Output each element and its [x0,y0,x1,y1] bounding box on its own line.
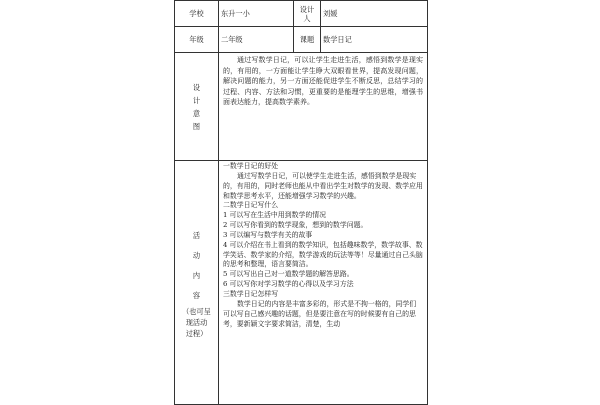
designer-label-line-1: 设计 [299,4,315,14]
how-to-write-paragraph: 数学日记的内容是丰富多彩的，形式是不拘一格的，同学们可以写自己感兴趣的话题，但是要注意在写的时候要有自己的思考，要新颖文字要求简洁，清楚，生动 [223,299,417,328]
activity-label-char-3: 内 [192,271,201,280]
grade-value: 二年级 [219,27,294,53]
grade-label: 年级 [175,27,219,53]
design-label-char-3: 意 [192,108,201,118]
school-value: 东升一小 [219,1,294,27]
activity-label-char-2: 动 [192,251,201,260]
activity-content-row [175,161,428,405]
design-intent-row [175,53,428,161]
activity-content-label [175,161,219,405]
section-heading-what-to-write: 二数学日记写什么 [223,201,279,210]
section-heading-benefits: 一数学日记的好处 [223,162,279,170]
benefits-paragraph: 通过写数学日记，可以使学生走进生活，感悟到数学是现实的，有用的，同时老师也能从中看出学生对数学的发现、数学应用和数学思考水平，还能增强学习数学的兴趣。 [223,171,423,200]
designer-value: 刘媛 [321,1,428,27]
design-intent-text: 通过写数学日记，可以让学生走进生活，感悟到数学是现实的，有用的，一方面能让学生睁大双眼看世界，提高发现问题，解决问题的能力，另一方面还能促进学生不断反思，总结学习的过程、内容、方法和习惯，更重要的是能理学生的思维，增强书面表达能力，提高数学素养。 [219,53,428,161]
designer-label [294,1,321,27]
list-item-3: 3 可以编写与数学有关的故事 [223,230,313,239]
activity-note-line-2: 现活动 [185,318,208,327]
design-intent-label [175,53,219,161]
activity-label-char-4: 容 [192,291,201,300]
school-row [175,1,428,27]
lesson-plan-table [174,0,428,405]
school-label: 学校 [175,1,219,27]
list-item-4: 4 可以介绍在书上看到的数学知识，包括趣味数学，数学故事、数学笑话、数学家的介绍，数学游戏的玩法等等！尽量通过自己头脑的思考和整理，语言要简洁。 [223,240,423,269]
topic-value: 数学日记 [321,27,428,53]
topic-label: 课题 [294,27,321,53]
list-item-1: 1 可以写在生活中用到数学的情况 [223,211,327,220]
list-item-6: 6 可以写你对学习数学的心得以及学习方法 [223,280,354,289]
design-label-char-1: 设 [192,82,201,92]
list-item-2: 2 可以写你看到的数学现象，想到的数学问题。 [223,221,368,230]
grade-row [175,27,428,53]
list-item-5: 5 可以写出自己对一道数学题的解答思路。 [223,270,354,279]
activity-label-char-1: 活 [192,231,201,240]
activity-note-line-1: （也可呈 [182,307,211,316]
design-label-char-2: 计 [192,95,201,105]
activity-note-line-3: 过程） [185,329,208,338]
section-heading-how-to-write: 三数学日记怎样写 [223,289,279,298]
activity-content-text [219,161,428,405]
design-label-char-4: 图 [192,121,201,131]
designer-label-line-2: 人 [303,13,311,23]
